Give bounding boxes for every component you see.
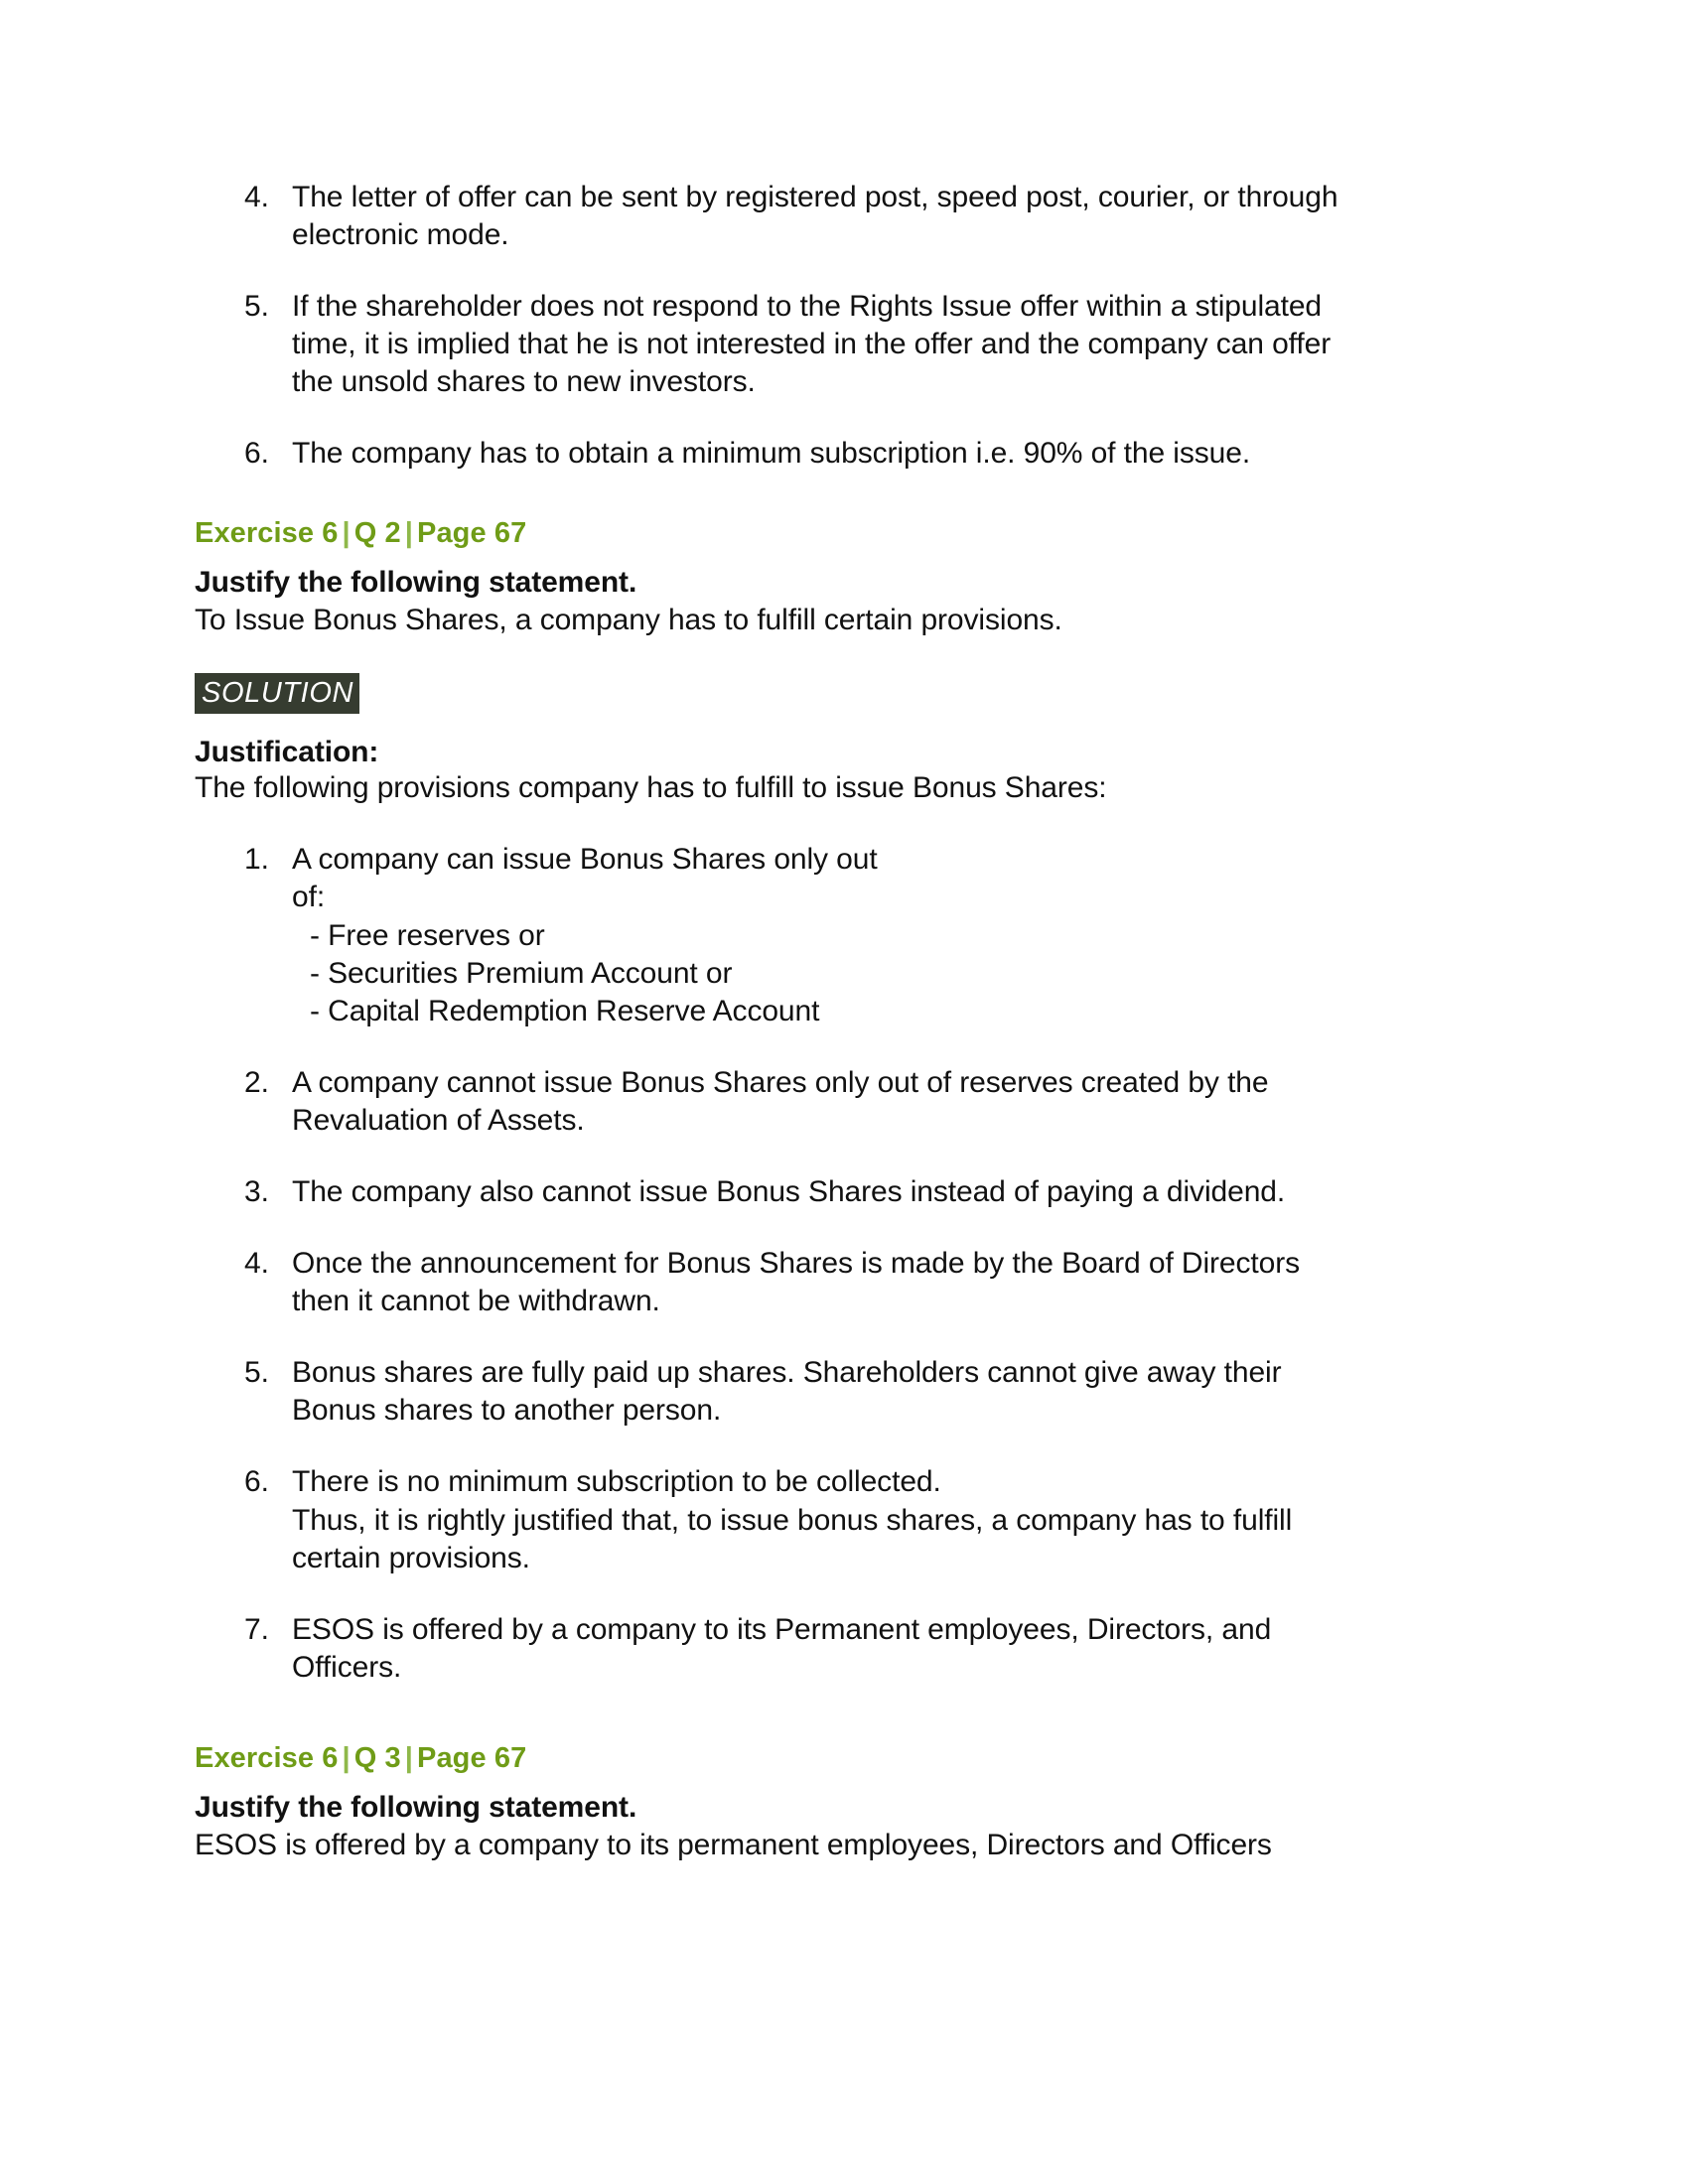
list-item-line: Once the announcement for Bonus Shares is made by the Board of Directors — [292, 1247, 1301, 1281]
list-item-number: 4. — [244, 181, 269, 213]
list-item-line: The company has to obtain a minimum subscription i.e. 90% of the issue. — [292, 437, 1251, 471]
list-item-line: Bonus shares are fully paid up shares. Shareholders cannot give away their — [292, 1356, 1282, 1390]
exercise-heading-q3 — [195, 1742, 1539, 1775]
page-label-q2: Page 67 — [417, 516, 527, 549]
sub-bullet-line: - Capital Redemption Reserve Account — [310, 994, 820, 1027]
spacer — [195, 639, 1539, 673]
justify-prompt-q3: Justify the following statement. — [195, 1790, 637, 1824]
heading-separator-1-q2: | — [342, 516, 351, 549]
spacer — [195, 550, 1539, 564]
list-item-number: 6. — [244, 1465, 269, 1499]
list-item — [195, 1354, 1539, 1430]
list-item — [195, 179, 1539, 254]
exercise-heading-q2 — [195, 517, 1539, 550]
statement-text-q2: To Issue Bonus Shares, a company has to fulfill certain provisions. — [195, 603, 1062, 636]
exercise-label-q2: Exercise 6 — [195, 516, 339, 549]
spacer — [195, 1687, 1539, 1742]
list-item-line: ESOS is offered by a company to its Permanent employees, Directors, and — [292, 1612, 1272, 1646]
sub-bullet-line: - Free reserves or — [310, 918, 545, 952]
bonus-shares-provisions-list — [195, 841, 1539, 1687]
list-item — [195, 1463, 1539, 1576]
list-item — [195, 288, 1539, 401]
list-item — [195, 435, 1539, 473]
list-item-number: 2. — [244, 1065, 269, 1099]
list-item-number: 5. — [244, 1356, 269, 1390]
list-item-number: 7. — [244, 1612, 269, 1646]
statement-text-q3: ESOS is offered by a company to its permanent employees, Directors and Officers — [195, 1829, 1272, 1861]
list-item-number: 4. — [244, 1247, 269, 1281]
list-item-line: Thus, it is rightly justified that, to issue bonus shares, a company has to fulfill — [292, 1503, 1293, 1537]
justification-intro-q2: The following provisions company has to fulfill to issue Bonus Shares: — [195, 771, 1107, 805]
exercise-label-q3: Exercise 6 — [195, 1741, 339, 1774]
list-item — [195, 1245, 1539, 1320]
list-item-line: A company can issue Bonus Shares only out — [292, 843, 878, 877]
list-item-line: There is no minimum subscription to be collected. — [292, 1465, 941, 1499]
list-item-line: Revaluation of Assets. — [292, 1103, 585, 1137]
justify-prompt-q2: Justify the following statement. — [195, 565, 637, 599]
list-item — [195, 1064, 1539, 1140]
heading-separator-2-q2: | — [404, 516, 413, 549]
list-item — [195, 1611, 1539, 1687]
list-item-number: 5. — [244, 290, 269, 324]
rights-issue-points-list — [195, 179, 1539, 474]
solution-tag-q2: SOLUTION — [195, 673, 359, 714]
question-label-q2: Q 2 — [353, 516, 401, 549]
list-item-line: the unsold shares to new investors. — [292, 365, 756, 399]
list-item-line: The company also cannot issue Bonus Shares instead of paying a dividend. — [292, 1174, 1286, 1208]
sub-bullet-line: - Securities Premium Account or — [310, 956, 733, 990]
spacer — [195, 1775, 1539, 1789]
list-item-line: of: — [292, 881, 326, 914]
list-item-line: electronic mode. — [292, 218, 509, 252]
heading-separator-1-q3: | — [342, 1741, 351, 1774]
list-item-line: Bonus shares to another person. — [292, 1394, 722, 1428]
list-item-line: The letter of offer can be sent by registered post, speed post, courier, or through — [292, 181, 1338, 213]
page-label-q3: Page 67 — [417, 1741, 527, 1774]
spacer — [195, 474, 1539, 517]
list-item-line: time, it is implied that he is not interested in the offer and the company can offer — [292, 328, 1332, 361]
list-item — [195, 841, 1539, 1029]
list-item-line: A company cannot issue Bonus Shares only out of reserves created by the — [292, 1065, 1269, 1099]
spacer — [195, 807, 1539, 841]
heading-separator-2-q3: | — [404, 1741, 413, 1774]
list-item-number: 3. — [244, 1174, 269, 1208]
question-label-q3: Q 3 — [353, 1741, 401, 1774]
list-item-line: certain provisions. — [292, 1541, 530, 1574]
list-item-line: Officers. — [292, 1650, 402, 1684]
spacer — [195, 714, 1539, 736]
justification-label-q2: Justification: — [195, 736, 379, 769]
list-item-number: 1. — [244, 843, 269, 877]
list-item-line: then it cannot be withdrawn. — [292, 1285, 660, 1318]
solution-tag-wrapper-q2 — [195, 673, 1539, 714]
list-item-number: 6. — [244, 437, 269, 471]
list-item-line: If the shareholder does not respond to the Rights Issue offer within a stipulated — [292, 290, 1322, 324]
list-item — [195, 1173, 1539, 1211]
